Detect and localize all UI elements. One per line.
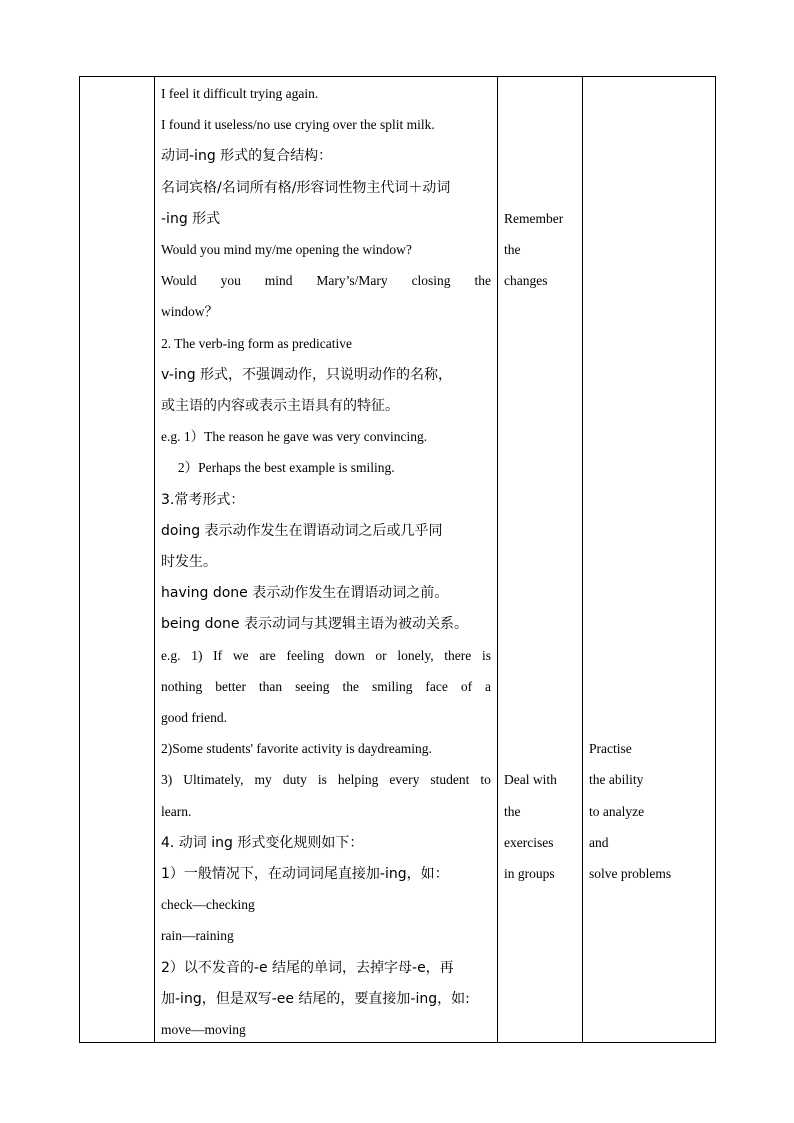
content-line: 3) Ultimately, my duty is helping every student to	[161, 772, 491, 788]
content-line: v-ing 形式，不强调动作，只说明动作的名称，	[161, 366, 453, 383]
column-divider-2	[497, 77, 498, 1042]
content-line: e.g. 1) If we are feeling down or lonely, there is	[161, 647, 491, 663]
activity-line: Deal with	[504, 772, 557, 788]
lesson-table	[79, 76, 716, 1043]
purpose-line: to analyze	[589, 803, 645, 819]
activity-line: changes	[504, 273, 548, 289]
activity-line: the	[504, 803, 521, 819]
content-line: check—checking	[161, 897, 255, 913]
content-line: being done 表示动词与其逻辑主语为被动关系。	[161, 616, 468, 633]
content-line: Would you mind my/me opening the window?	[161, 242, 412, 257]
content-line: having done 表示动作发生在谓语动词之前。	[161, 585, 449, 602]
content-line: move—moving	[161, 1022, 246, 1037]
content-line: 3.常考形式：	[161, 491, 245, 508]
content-line: 加-ing，但是双写-ee 结尾的，要直接加-ing，如:	[161, 990, 470, 1007]
purpose-line: and	[589, 834, 609, 850]
activity-line: Remember	[504, 210, 564, 226]
content-line: Would you mind Mary’s/Mary closing the	[161, 273, 491, 289]
content-line: 动词-ing 形式的复合结构：	[161, 148, 333, 165]
content-line: -ing 形式	[161, 210, 221, 227]
content-line: doing 表示动作发生在谓语动词之后或几乎同	[161, 522, 443, 539]
content-line: I feel it difficult trying again.	[161, 86, 319, 101]
activity-line: the	[504, 242, 521, 257]
purpose-line: solve problems	[589, 866, 672, 881]
content-line: good friend.	[161, 710, 227, 725]
content-line: 4. 动词 ing 形式变化规则如下：	[161, 834, 364, 851]
content-line: nothing better than seeing the smiling face of a	[161, 678, 491, 694]
content-line: I found it useless/no use crying over the split milk.	[161, 117, 435, 133]
content-line: rain—raining	[161, 928, 234, 944]
content-line: window？	[161, 304, 218, 320]
content-line: 名词宾格/名词所有格/形容词性物主代词＋动词	[161, 179, 451, 196]
content-line: 时发生。	[161, 554, 217, 570]
purpose-line: Practise	[589, 741, 632, 757]
content-line: e.g. 1）The reason he gave was very convincing.	[161, 429, 428, 445]
content-line: 2）以不发音的-e 结尾的单词，去掉字母-e，再	[161, 959, 454, 976]
content-line: 2）Perhaps the best example is smiling.	[161, 460, 395, 476]
activity-line: exercises	[504, 834, 554, 850]
column-divider-3	[582, 77, 583, 1042]
content-line: 1）一般情况下，在动词词尾直接加-ing，如：	[161, 866, 449, 882]
content-line: 或主语的内容或表示主语具有的特征。	[161, 398, 399, 414]
purpose-line: the ability	[589, 772, 644, 788]
column-divider-1	[154, 77, 155, 1042]
content-line: learn.	[161, 803, 192, 819]
content-line: 2)Some students' favorite activity is daydreaming.	[161, 741, 432, 757]
activity-line: in groups	[504, 866, 555, 881]
content-line: 2. The verb-ing form as predicative	[161, 335, 352, 351]
